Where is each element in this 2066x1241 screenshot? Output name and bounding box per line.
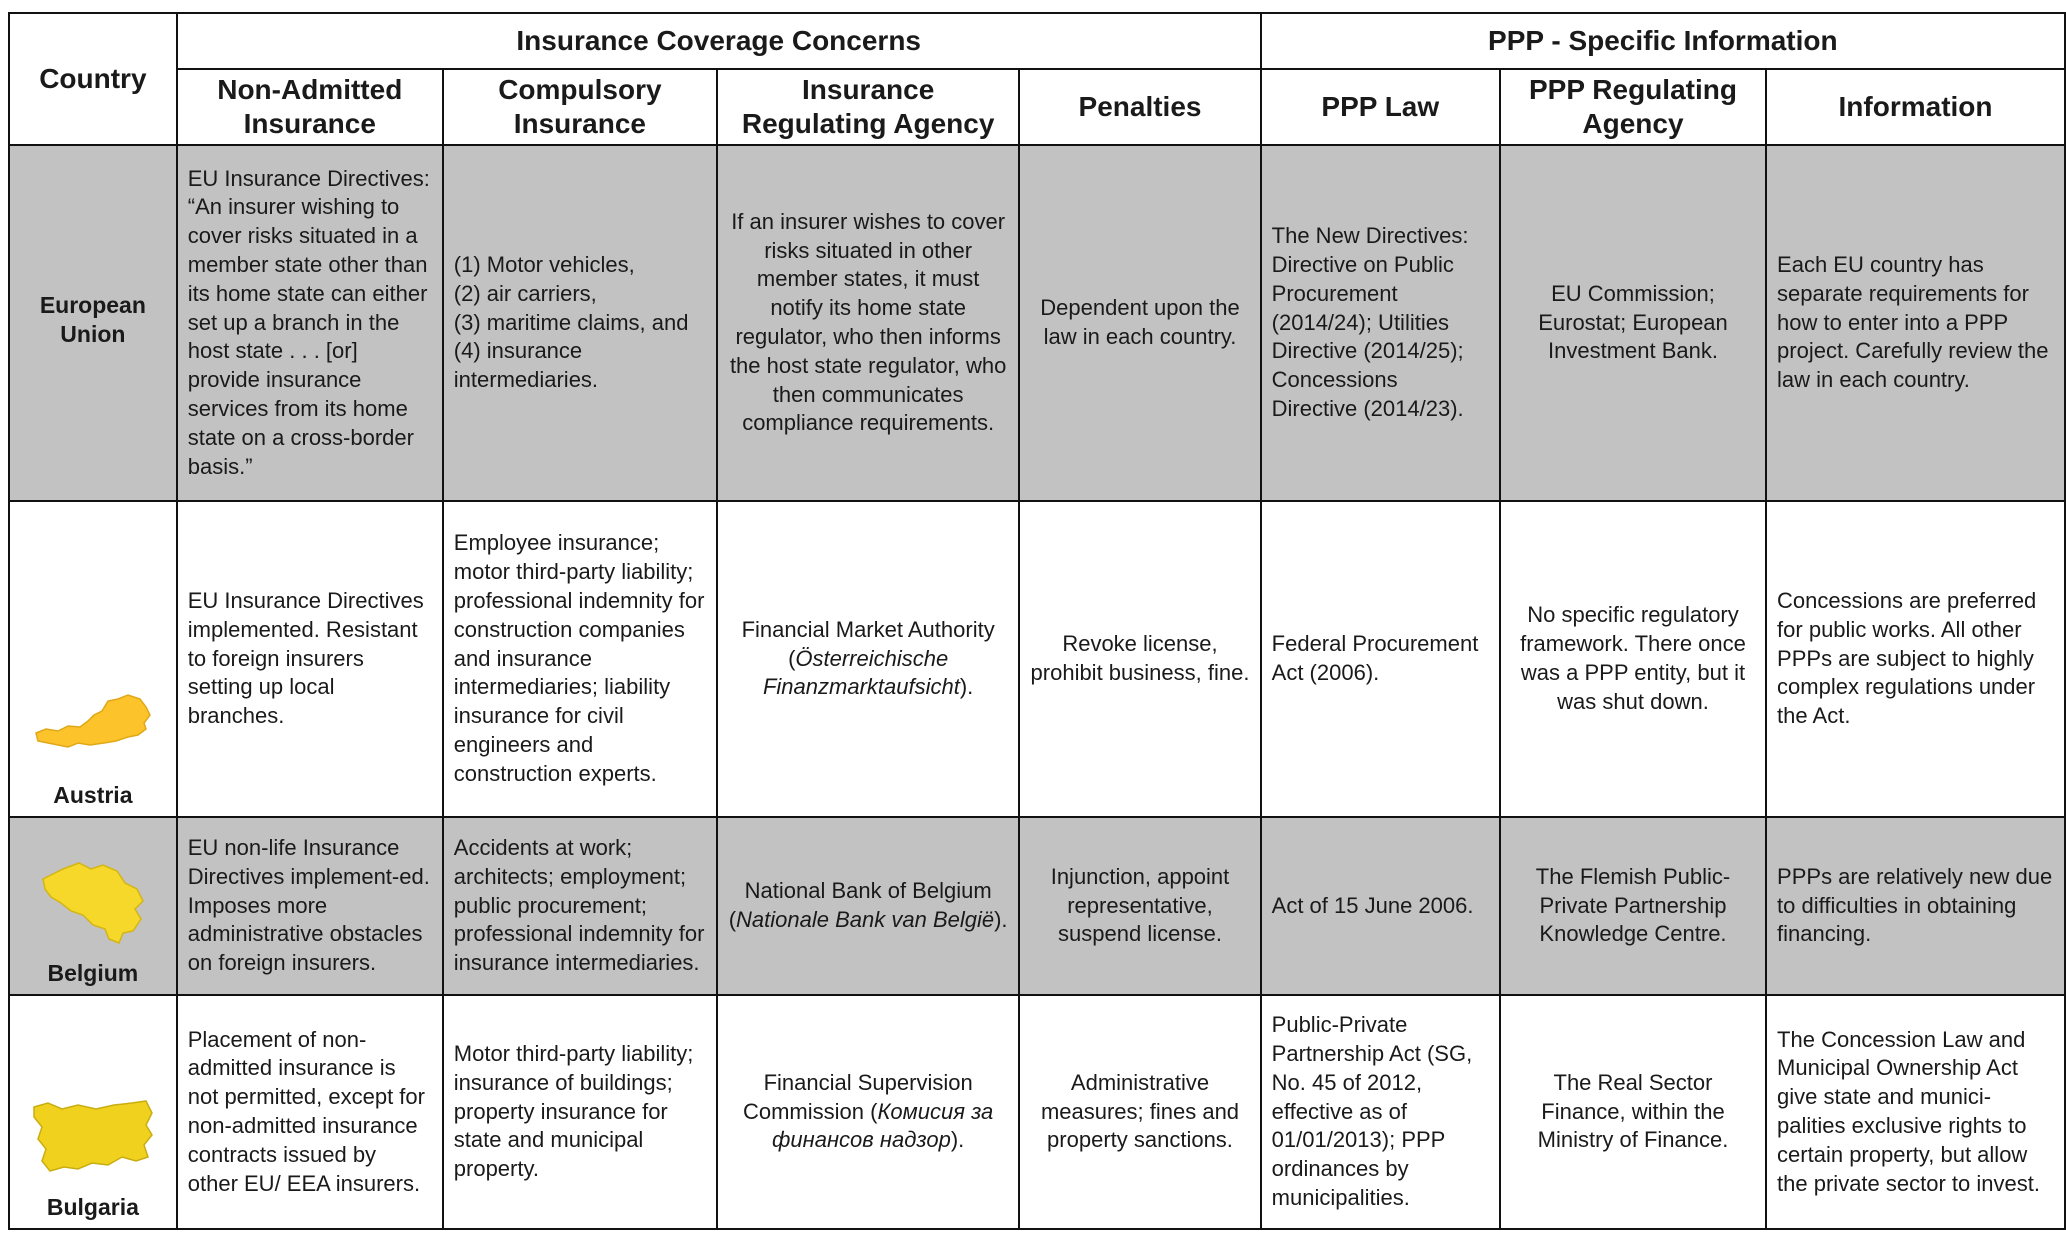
country-cell xyxy=(9,145,177,501)
cell-ppp-law: Public-Private Partnership Act (SG, No. 45 of 2012, effective as of 01/01/2013); PPP ordinances by municipalities. xyxy=(1261,995,1500,1229)
country-name: Austria xyxy=(53,782,133,809)
regulation-table-container xyxy=(8,12,2066,1230)
austria-map-icon xyxy=(14,671,172,781)
cell-penalties: Administrative measures; fines and property sanctions. xyxy=(1019,995,1260,1229)
agency-suffix: ). xyxy=(994,907,1008,932)
header-non-admitted: Non-Admitted Insurance xyxy=(177,69,443,145)
agency-suffix: ). xyxy=(959,674,974,700)
cell-compulsory: Motor third-party liability; insurance of buildings; property insurance for state and municipal property. xyxy=(443,995,717,1229)
cell-penalties: Injunction, appoint representative, suspend license. xyxy=(1019,817,1260,995)
cell-information: PPPs are relatively new due to difficulties in obtaining financing. xyxy=(1766,817,2065,995)
agency-name: Financial Supervision Commission ( xyxy=(742,1069,973,1124)
header-ppp-group: PPP - Specific Information xyxy=(1261,13,2065,69)
country-name: Belgium xyxy=(47,960,139,987)
cell-non-admitted: EU Insurance Directives: “An insurer wishing to cover risks situated in a member state other than its home state can either set up a branch in the host state . . . [or] provide insurance services from its home state on a cross-border basis.” xyxy=(177,145,443,501)
country-cell xyxy=(9,995,177,1229)
agency-native-name: Nationale Bank van België xyxy=(736,907,995,932)
belgium-map-icon xyxy=(14,849,172,959)
agency-suffix: ). xyxy=(950,1127,965,1153)
cell-non-admitted: Placement of non-admitted insurance is not permitted, except for non-admitted insurance contracts issued by other EU/ EEA insurers. xyxy=(177,995,443,1229)
cell-ppp-agency: The Flemish Public-Private Partnership Knowledge Centre. xyxy=(1500,817,1766,995)
agency-name: Financial Market Authority ( xyxy=(741,616,995,671)
cell-penalties: Dependent upon the law in each country. xyxy=(1019,145,1260,501)
cell-insurance-agency: If an insurer wishes to cover risks situated in other member states, it must notify its home state regulator, who then informs the host state regulator, who then communicates compliance requirements. xyxy=(717,145,1019,501)
table-row xyxy=(9,501,2065,817)
cell-compulsory: Employee insurance; motor third-party liability; professional indemnity for construction companies and insurance intermediaries; liability insurance for civil engineers and construction experts. xyxy=(443,501,717,817)
cell-non-admitted: EU non-life Insurance Directives implement-ed. Imposes more administrative obstacles on foreign insurers. xyxy=(177,817,443,995)
header-column-row xyxy=(9,69,2065,145)
header-information: Information xyxy=(1766,69,2065,145)
table-row xyxy=(9,145,2065,501)
cell-ppp-agency: No specific regulatory framework. There once was a PPP entity, but it was shut down. xyxy=(1500,501,1766,817)
agency-native-name: Комисия за финансов надзор xyxy=(771,1098,994,1153)
agency-name: National Bank of Belgium ( xyxy=(728,878,992,932)
cell-ppp-law: Federal Procurement Act (2006). xyxy=(1261,501,1500,817)
bulgaria-map-icon xyxy=(14,1083,172,1193)
cell-insurance-agency xyxy=(717,817,1019,995)
header-group-row xyxy=(9,13,2065,69)
header-compulsory: Compulsory Insurance xyxy=(443,69,717,145)
cell-ppp-law: The New Directives: Directive on Public Procurement (2014/24); Utilities Directive (2014/25); Concessions Directive (2014/23). xyxy=(1261,145,1500,501)
table-row xyxy=(9,817,2065,995)
cell-non-admitted: EU Insurance Directives implemented. Resistant to foreign insurers setting up local branches. xyxy=(177,501,443,817)
agency-native-name: Österreichische Finanzmarktaufsicht xyxy=(762,645,960,700)
country-cell xyxy=(9,501,177,817)
cell-compulsory: Accidents at work; architects; employment; public procurement; professional indemnity for insurance intermediaries. xyxy=(443,817,717,995)
header-ppp-law: PPP Law xyxy=(1261,69,1500,145)
table-row xyxy=(9,995,2065,1229)
cell-insurance-agency xyxy=(717,501,1019,817)
cell-penalties: Revoke license, prohibit business, fine. xyxy=(1019,501,1260,817)
header-insurance-agency: Insurance Regulating Agency xyxy=(717,69,1019,145)
cell-insurance-agency xyxy=(717,995,1019,1229)
cell-ppp-agency: The Real Sector Finance, within the Ministry of Finance. xyxy=(1500,995,1766,1229)
insurance-ppp-table xyxy=(8,12,2066,1230)
country-cell xyxy=(9,817,177,995)
cell-information: The Concession Law and Municipal Ownership Act give state and munici-palities exclusive rights to certain property, but allow the private sector to invest. xyxy=(1766,995,2065,1229)
header-ppp-agency: PPP Regulating Agency xyxy=(1500,69,1766,145)
header-penalties: Penalties xyxy=(1019,69,1260,145)
header-insurance-group: Insurance Coverage Concerns xyxy=(177,13,1261,69)
cell-ppp-law: Act of 15 June 2006. xyxy=(1261,817,1500,995)
cell-ppp-agency: EU Commission; Eurostat; European Investment Bank. xyxy=(1500,145,1766,501)
country-name: European Union xyxy=(39,292,146,347)
country-name: Bulgaria xyxy=(46,1194,139,1221)
header-country: Country xyxy=(9,13,177,145)
cell-information: Concessions are preferred for public works. All other PPPs are subject to highly complex regulations under the Act. xyxy=(1766,501,2065,817)
cell-information: Each EU country has separate requirements for how to enter into a PPP project. Carefully review the law in each country. xyxy=(1766,145,2065,501)
cell-compulsory: (1) Motor vehicles, (2) air carriers, (3) maritime claims, and (4) insurance intermediaries. xyxy=(443,145,717,501)
